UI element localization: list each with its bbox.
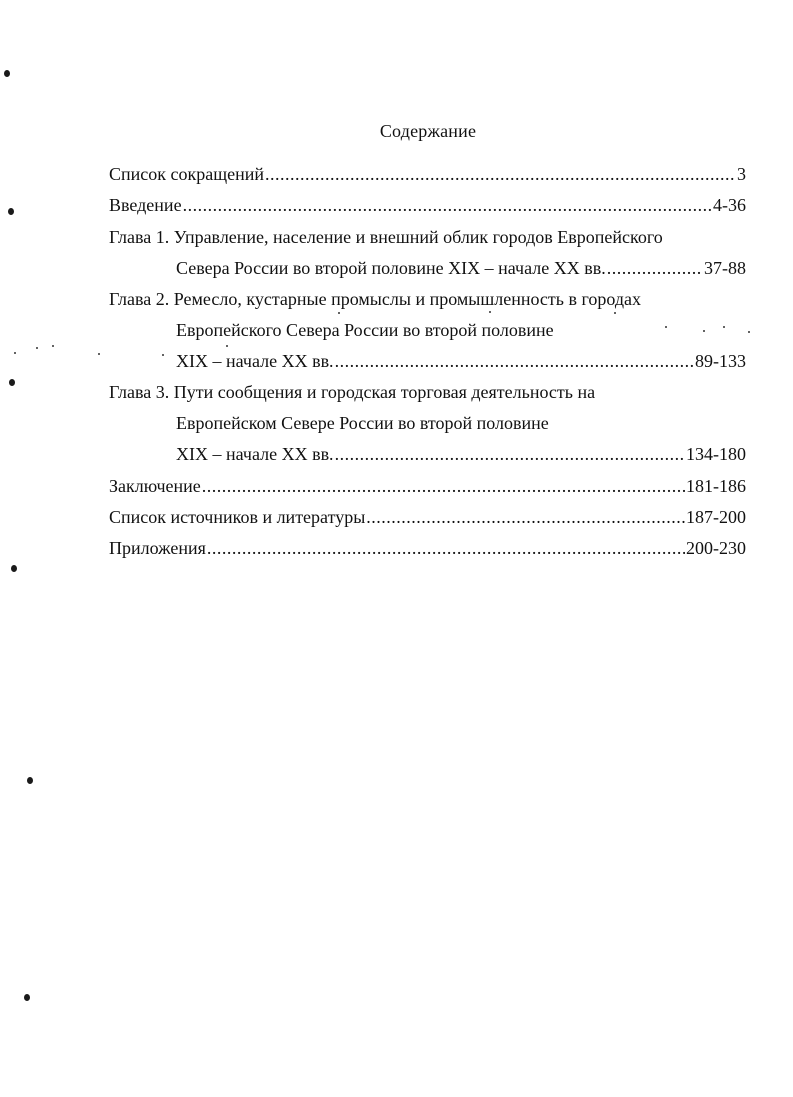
- scan-speck: [98, 353, 100, 355]
- scan-speck: [226, 345, 228, 347]
- toc-entry-intro: [109, 194, 746, 216]
- dot-leader: [202, 475, 685, 497]
- toc-chapter1-line1: Глава 1. Управление, население и внешний облик городов Европейского: [109, 227, 663, 247]
- toc-entry-appendices: [109, 537, 746, 559]
- toc-pages: 3: [737, 164, 746, 184]
- toc-pages: 37-88: [704, 258, 746, 278]
- page-title: Содержание: [379, 121, 477, 141]
- dot-leader: [335, 350, 694, 372]
- toc-label: XIX – начале XX вв.: [176, 351, 334, 371]
- dot-leader: [183, 194, 712, 216]
- toc-entry-chapter3: [176, 443, 746, 465]
- scan-speck: [338, 312, 340, 314]
- toc-label: XIX – начале XX вв.: [176, 444, 334, 464]
- binder-hole-mark: [4, 70, 10, 77]
- toc-label: Введение: [109, 195, 182, 215]
- toc-pages: 187-200: [686, 507, 746, 527]
- toc-entry-chapter2: [176, 350, 746, 372]
- toc-pages: 4-36: [713, 195, 746, 215]
- toc-label: Список сокращений: [109, 164, 264, 184]
- toc-entry-abbreviations: [109, 163, 746, 185]
- toc-chapter3-line2: Европейском Севере России во второй половине: [176, 413, 549, 433]
- toc-entry-conclusion: [109, 475, 746, 497]
- scan-speck: [52, 345, 54, 347]
- dot-leader: [366, 506, 685, 528]
- binder-hole-mark: [8, 208, 14, 215]
- dot-leader: [265, 163, 736, 185]
- dot-leader: [607, 257, 703, 279]
- toc-label: Приложения: [109, 538, 206, 558]
- scan-speck: [14, 352, 16, 354]
- scan-speck: [703, 330, 705, 332]
- toc-label: Севера России во второй половине XIX – начале XX вв.: [176, 258, 606, 278]
- scan-speck: [489, 311, 491, 313]
- dot-leader: [335, 443, 685, 465]
- toc-pages: 181-186: [686, 476, 746, 496]
- binder-hole-mark: [24, 994, 30, 1001]
- scan-speck: [723, 326, 725, 328]
- toc-chapter2-line1: Глава 2. Ремесло, кустарные промыслы и промышленность в городах: [109, 289, 642, 309]
- scan-speck: [665, 326, 667, 328]
- toc-entry-chapter1: [176, 257, 746, 279]
- binder-hole-mark: [9, 379, 15, 386]
- scan-speck: [614, 312, 616, 314]
- toc-pages: 200-230: [686, 538, 746, 558]
- scan-speck: [748, 331, 750, 333]
- binder-hole-mark: [11, 565, 17, 572]
- toc-pages: 134-180: [686, 444, 746, 464]
- scan-speck: [162, 354, 164, 356]
- dot-leader: [207, 537, 685, 559]
- binder-hole-mark: [27, 777, 33, 784]
- toc-pages: 89-133: [695, 351, 746, 371]
- toc-label: Заключение: [109, 476, 201, 496]
- scan-speck: [36, 347, 38, 349]
- toc-label: Список источников и литературы: [109, 507, 366, 527]
- toc-chapter2-line2: Европейского Севера России во второй половине: [176, 320, 554, 340]
- toc-chapter3-line1: Глава 3. Пути сообщения и городская торговая деятельность на: [109, 382, 596, 402]
- toc-entry-sources: [109, 506, 746, 528]
